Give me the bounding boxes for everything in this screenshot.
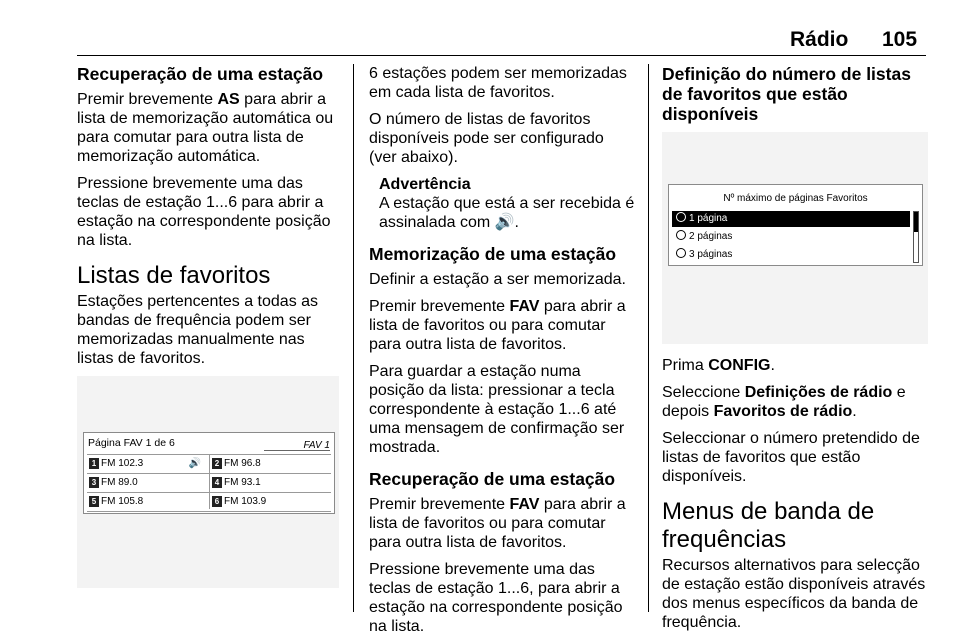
radio-icon (676, 212, 686, 222)
max-pages-title: Nº máximo de páginas Favoritos (723, 193, 868, 204)
favourite-slot[interactable]: 3 FM 89.0 (89, 476, 207, 490)
heading-band-menus: Menus de banda de frequências (662, 498, 875, 553)
radio-icon (676, 248, 686, 258)
favourite-slot[interactable]: 1 FM 102.3 🔊 (89, 457, 207, 471)
slot-number: 2 (212, 458, 222, 469)
paragraph-fav-key: Premir brevemente FAV para abrir a lista de favoritos ou para comutar para outra lista de favoritos. (369, 298, 626, 353)
column-divider-2 (648, 64, 649, 612)
column-1 (77, 64, 339, 588)
paragraph-select-number: Seleccionar o número pretendido de listas de favoritos que estão disponíveis. (662, 430, 920, 485)
key-fav: FAV (509, 496, 540, 513)
page-option-1[interactable]: 1 página (672, 211, 910, 227)
max-pages-screen (668, 184, 923, 266)
paragraph-six-stations: 6 estações podem ser memorizadas em cada lista de favoritos. (369, 65, 627, 101)
slot-number: 6 (212, 496, 222, 507)
favourites-tab: FAV 1 (303, 440, 330, 451)
favourites-row (87, 454, 331, 473)
key-as: AS (217, 91, 240, 108)
key-fav: FAV (509, 298, 540, 315)
paragraph-as: Premir brevemente AS para abrir a lista de memorização automática ou para comutar para outra lista de memorização automática. (77, 91, 334, 165)
column-divider-1 (353, 64, 354, 612)
favourite-slot[interactable]: 2 FM 96.8 (212, 457, 330, 471)
favourite-slot[interactable]: 4 FM 93.1 (212, 476, 330, 490)
favourites-row (87, 473, 331, 492)
note-title: Advertência (379, 176, 471, 193)
favourites-screen-figure (77, 376, 339, 588)
note-block (379, 175, 635, 232)
note-text: A estação que está a ser recebida é assinalada com 🔊. (379, 195, 635, 231)
max-pages-screen-figure (662, 132, 928, 344)
paragraph-band-menus: Recursos alternativos para selecção de estação estão disponíveis através dos menus específicos da banda de frequência. (662, 557, 926, 631)
paragraph-define-station: Definir a estação a ser memorizada. (369, 271, 626, 288)
page-number: 105 (882, 28, 918, 51)
favourite-slot[interactable]: 5 FM 105.8 (89, 495, 207, 509)
page-option-3[interactable]: 3 páginas (672, 247, 910, 263)
paragraph-station-keys-2: Pressione brevemente uma das teclas de estação 1...6, para abrir a estação na correspondente posição na lista. (369, 561, 623, 635)
heading-define-number: Definição do número de listas de favoritos que estão disponíveis (662, 64, 911, 124)
favourites-screen (83, 432, 335, 514)
paragraph-config: Prima CONFIG. (662, 357, 775, 374)
page-option-2[interactable]: 2 páginas (672, 229, 910, 245)
paragraph-select-menu: Seleccione Definições de rádio e depois Favoritos de rádio. (662, 384, 906, 420)
radio-icon (676, 230, 686, 240)
paragraph-station-keys: Pressione brevemente uma das teclas de estação 1...6 para abrir a estação na correspondente posição na lista. (77, 175, 331, 249)
scrollbar[interactable] (913, 211, 919, 263)
slot-number: 4 (212, 477, 222, 488)
speaker-icon: 🔊 (188, 458, 201, 469)
favourites-row (87, 492, 331, 512)
scrollbar-thumb[interactable] (914, 212, 918, 232)
key-config: CONFIG (708, 357, 771, 374)
column-3 (662, 64, 928, 640)
slot-number: 5 (89, 496, 99, 507)
heading-store-station: Memorização de uma estação (369, 244, 617, 264)
paragraph-fav-key-2: Premir brevemente FAV para abrir a lista de favoritos ou para comutar para outra lista de favoritos. (369, 496, 626, 551)
paragraph-favourites-intro: Estações pertencentes a todas as bandas de frequência podem ser memorizadas manualmente nas listas de favoritos. (77, 293, 319, 367)
paragraph-configurable: O número de listas de favoritos disponíveis pode ser configurado (ver abaixo). (369, 111, 604, 166)
slot-number: 3 (89, 477, 99, 488)
header-title: Rádio (790, 28, 849, 51)
header-rule (77, 55, 926, 56)
menu-radio-settings: Definições de rádio (744, 384, 893, 401)
paragraph-save-position: Para guardar a estação numa posição da lista: pressionar a tecla correspondente à estação 1...6 até uma mensagem de confirmação ser mostrada. (369, 363, 625, 456)
favourite-slot[interactable]: 6 FM 103.9 (212, 495, 330, 509)
heading-recall-station: Recuperação de uma estação (77, 64, 324, 84)
slot-number: 1 (89, 458, 99, 469)
heading-favourite-lists: Listas de favoritos (77, 262, 271, 289)
column-2 (369, 64, 635, 644)
menu-radio-favourites: Favoritos de rádio (713, 403, 853, 420)
heading-recall-station-2: Recuperação de uma estação (369, 469, 616, 489)
favourites-page-title: Página FAV 1 de 6 (88, 437, 175, 449)
favourites-grid (87, 454, 331, 512)
page-header (0, 28, 960, 54)
